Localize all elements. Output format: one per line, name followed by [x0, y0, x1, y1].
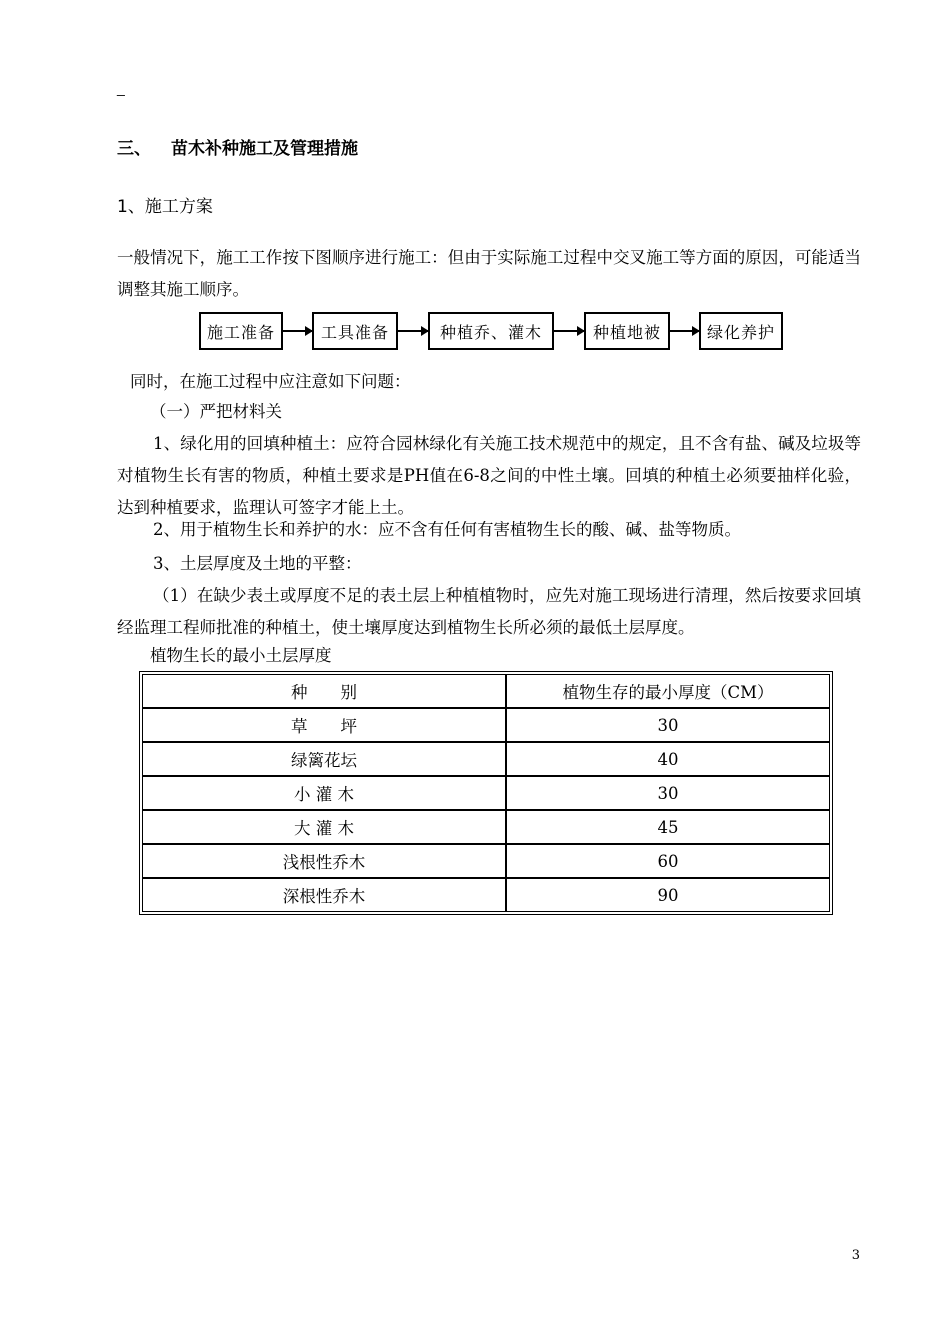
flow-arrow-4 — [670, 330, 699, 332]
section-title: 苗木补种施工及管理措施 — [171, 139, 358, 159]
header-mark: _ — [117, 80, 125, 96]
flow-arrow-3 — [554, 330, 584, 332]
flow-arrow-2 — [398, 330, 428, 332]
section-heading — [117, 134, 358, 159]
cell-thickness: 90 — [506, 878, 830, 912]
table-row — [142, 878, 830, 912]
paragraph-water: 2、用于植物生长和养护的水：应不含有任何有害植物生长的酸、碱、盐等物质。 — [153, 520, 741, 539]
cell-thickness: 30 — [506, 776, 830, 810]
flow-step-5: 绿化养护 — [699, 312, 783, 350]
table-header-row — [142, 674, 830, 708]
header-species: 种 别 — [142, 674, 506, 708]
table-caption: 植物生长的最小土层厚度 — [150, 646, 332, 665]
cell-thickness: 30 — [506, 708, 830, 742]
cell-thickness: 40 — [506, 742, 830, 776]
intro-paragraph: 一般情况下，施工工作按下图顺序进行施工：但由于实际施工过程中交叉施工等方面的原因，可能适当调整其施工顺序。 — [117, 248, 861, 299]
section-number: 三、 — [117, 139, 151, 159]
paragraph-fill: （1）在缺少表土或厚度不足的表土层上种植植物时，应先对施工现场进行清理，然后按要求回填经监理工程师批准的种植土，使土壤厚度达到植物生长所必须的最低土层厚度。 — [117, 586, 861, 637]
cell-species: 小 灌 木 — [142, 776, 506, 810]
cell-species: 绿篱花坛 — [142, 742, 506, 776]
flow-step-4: 种植地被 — [584, 312, 670, 350]
cell-thickness: 45 — [506, 810, 830, 844]
flow-step-3: 种植乔、灌木 — [428, 312, 554, 350]
header-thickness: 植物生存的最小厚度（CM） — [506, 674, 830, 708]
page-number: 3 — [851, 1248, 860, 1263]
cell-species: 深根性乔木 — [142, 878, 506, 912]
cell-thickness: 60 — [506, 844, 830, 878]
flow-arrow-1 — [283, 330, 312, 332]
flow-step-1: 施工准备 — [199, 312, 283, 350]
material-heading: （一）严把材料关 — [150, 402, 282, 421]
process-flowchart — [199, 312, 784, 354]
table-row — [142, 708, 830, 742]
subsection-heading: 1、施工方案 — [117, 197, 213, 217]
flow-step-2: 工具准备 — [312, 312, 398, 350]
table-row — [142, 742, 830, 776]
cell-species: 浅根性乔木 — [142, 844, 506, 878]
paragraph-layer: 3、土层厚度及土地的平整： — [153, 554, 362, 573]
table-row — [142, 844, 830, 878]
paragraph-soil: 1、绿化用的回填种植土：应符合园林绿化有关施工技术规范中的规定，且不含有盐、碱及垃圾等对植物生长有害的物质，种植土要求是PH值在6-8之间的中性土壤。回填的种植土必须要抽样化验，达到种植要求，监理认可签字才能上土。 — [117, 434, 861, 517]
table-row — [142, 810, 830, 844]
cell-species: 大 灌 木 — [142, 810, 506, 844]
table-row — [142, 776, 830, 810]
note-line: 同时，在施工过程中应注意如下问题： — [130, 372, 411, 391]
soil-thickness-table — [139, 671, 833, 915]
cell-species: 草 坪 — [142, 708, 506, 742]
